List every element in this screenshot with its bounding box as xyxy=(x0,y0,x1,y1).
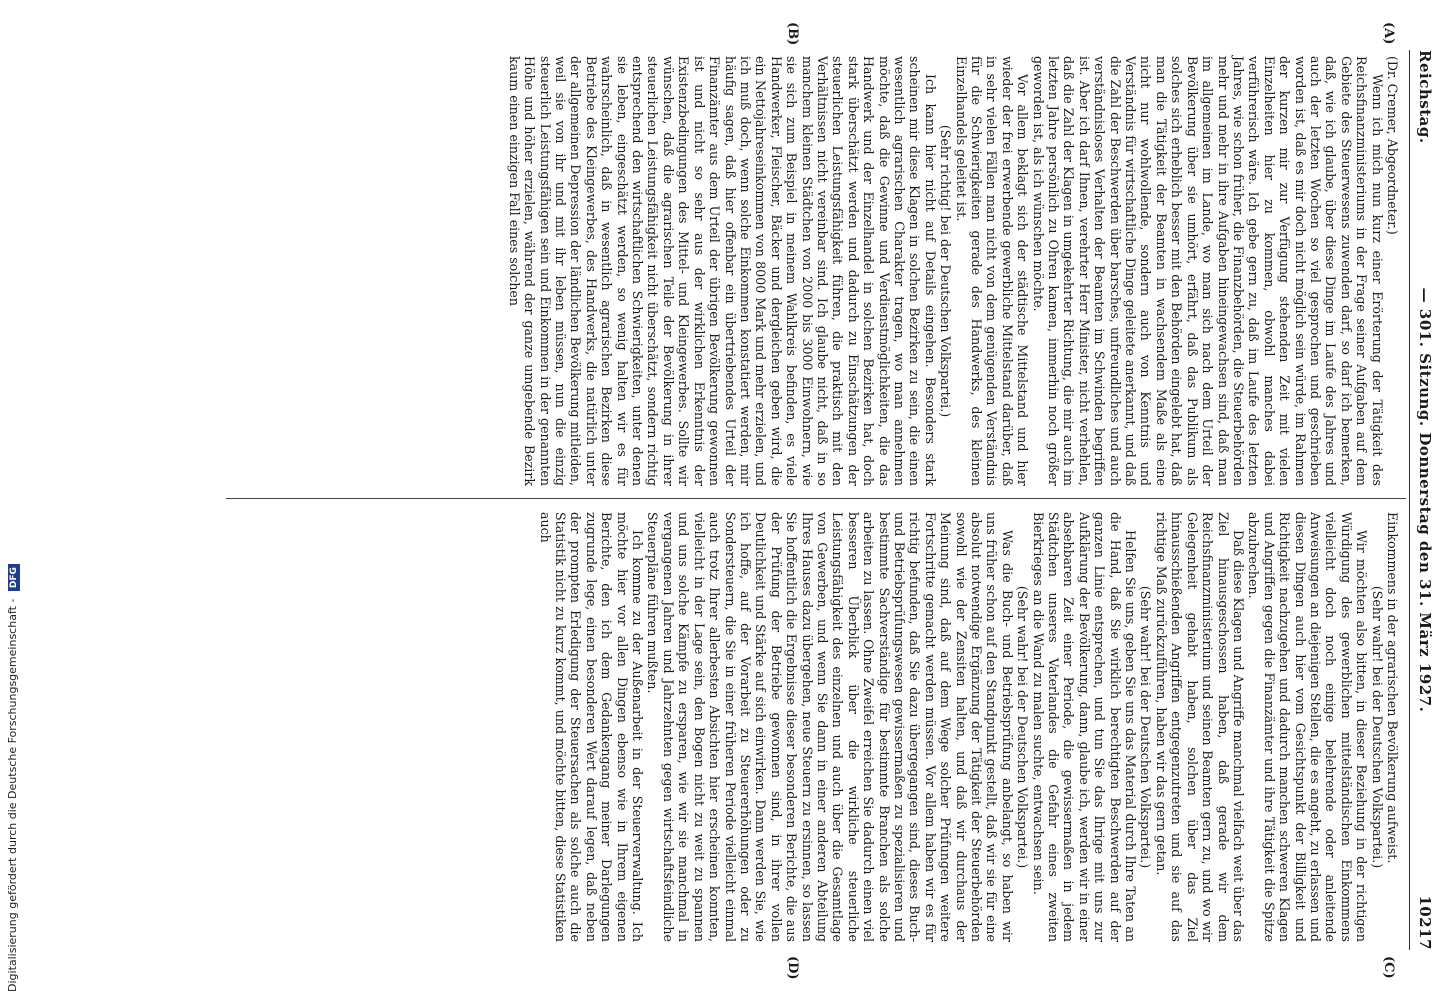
right-column-paragraph: Ich komme zu der Außenarbeit in der Steuerverwaltung. Ich möchte hier vor allen Dingen ebenso wie in Ihrem eigenen Berichte, den ich dem Gedankengang meiner Darlegungen zugrunde lege, einen besonderen Wert darauf legen, daß neben der prompten Erledigung der Steuersachen als solche auch die Statistik nicht zu kurz kommt, und möchte bitten, diese Statistiken auch xyxy=(537,512,646,942)
column-divider xyxy=(226,498,1406,499)
dfg-logo: DFG xyxy=(8,564,20,591)
footer-credit xyxy=(6,564,20,992)
right-column-paragraph: Helfen Sie uns, geben Sie uns das Material durch Ihre Taten an die Hand, daß Sie wirklich berechtigten Beschwerden auf der ganzen Linie entsprechen, und tun Sie das Ihrige mit uns zur Aufklärung der Bevölkerung, dann, glaube ich, werden wir in einer absehbaren Zeit einer Periode, die gewissermaßen in jedem Städtchen unseres Vaterlandes die Gefahr eines zweiten Bierkrieges an die Wand zu malen suchte, entwachsen sein. xyxy=(1030,512,1139,942)
right-column-paragraph: (Sehr wahr! bei der Deutschen Volkspartei.) xyxy=(1369,585,1385,869)
right-column-paragraph: Was die Buch- und Betriebsprüfung anbelangt, so haben wir uns früher schon auf den Standpunkt gestellt, daß wir sie für eine absolut notwendige Ergänzung der Tätigkeit der Steuerbehörden sowohl wie der Zensiten halten, und daß wir durchaus der Meinung sind, daß auf dem Wege solcher Prüfungen weitere Fortschritte gemacht werden müssen. Vor allem haben wir es für richtig befunden, daß Sie dazu übergegangen sind, dieses Buch- und Betriebsprüfungswesen gewissermaßen zu spezialisieren und bestimmte Sachverständige für bestimmte Branchen als solche arbeiten zu lassen. Ohne Zweifel erreichen Sie dadurch einen viel besseren Überblick über die wirkliche steuerliche Leistungsfähigkeit des einzelnen und auch über die Gesamtlage von Gewerben, und wenn Sie dann in einer anderen Abteilung Ihres Hauses dazu übergehen, neue Steuern zu ersinnen, so lassen Sie hoffentlich die Ergebnisse dieser besonderen Berichte, die aus der Prüfung der Betriebe gewonnen sind, in ihrer vollen Deutlichkeit und Stärke auf sich einwirken. Dann werden Sie, wie ich hoffe, auf der Vorarbeit zu Steuererhöhungen oder zu Sondersteuern, die Sie in einer früheren Periode vielleicht einmal auch trotz Ihrer allerbesten Absichten hier erscheinen konnten, vielleicht in der Lage sein, den Bogen nicht zu weit zu spannen und uns solche Kämpfe zu ersparen, wie wir sie manchmal in vergangenen Jahren und Jahrzehnten gegen wirtschaftsfeindliche Steuerpläne führen mußten. xyxy=(645,512,1015,942)
left-column-paragraph: Ich kann hier nicht auf Details eingehen. Besonders stark scheinen mir diese Klagen in solchen Bezirken zu sein, die einen wesentlich agrarischen Charakter tragen, wo man annehmen möchte, daß die Gewinne und Verdienstmöglichkeiten, die das Handwerk und der Einzelhandel in solchen Bezirken hat, doch stark überschätzt werden und dadurch zu Einschätzungen der steuerlichen Leistungsfähigkeit führen, die praktisch mit den Verhältnissen nicht vereinbar sind. Ich glaube nicht, daß in so manchem kleinen Städtchen von 2000 bis 3000 Einwohnern, wie sie sich zum Beispiel in meinem Wahlkreis befinden, es viele Handwerker, Fleischer, Bäcker und dergleichen geben wird, die ein Nettojahreseinkommen von 8000 Mark und mehr erzielen, und ich muß doch, wenn solche Einkommen konstatiert werden, mir häufig sagen, daß hier offenbar ein übertriebendes Urteil der Finanzämter aus dem Urteil der übrigen Bevölkerung gewonnen ist und nicht so sehr aus der wirklichen Erkenntnis der Existenzbedingungen des Mittel- und Kleingewerbes. Sollte wir wünschen, daß die agrarischen Teile der Bevölkerung in ihrer steuerlichen Leistungsfähigkeit nicht überschätzt, sondern richtig entsprechend den wirtschaftlichen Schwierigkeiten, unter denen sie leben, eingeschätzt werden, so wenig halten wir es für wahrscheinlich, daß in wesentlich agrarischen Bezirken diese Betriebe des Kleingewerbes, des Handwerks, die natürlich unter der allgemeinen Depression der ländlichen Bevölkerung mitleiden, weil sie von ihr und mit ihr leben müssen, nun die einzig steuerlich Leistungsfähigen sein und Einkommen in der genannten Höhe und höher erzielen, während der ganze umgebende Bezirk kaum einen einzigen Fall eines solchen xyxy=(506,56,938,486)
footer-credit-text: Digitalisierung gefördert durch die Deutsche Forschungsgemeinschaft - xyxy=(6,598,19,992)
margin-mark-a: (A) xyxy=(1381,22,1396,45)
page-number: 10217 xyxy=(1416,895,1434,950)
header-center: — 301. Sitzung. Donnerstag den 31. März 1927. xyxy=(1416,287,1434,713)
header-left: Reichstag. xyxy=(1416,50,1434,144)
margin-mark-c: (C) xyxy=(1381,956,1396,979)
left-column-paragraph: (Sehr richtig! bei der Deutschen Volkspartei.) xyxy=(938,124,954,418)
right-text-column xyxy=(537,512,1400,942)
margin-mark-d: (D) xyxy=(785,956,800,980)
header-rule xyxy=(1409,50,1410,950)
left-text-column xyxy=(506,56,1400,486)
left-column-paragraph: (Dr. Cremer, Abgeordneter.) xyxy=(1385,56,1400,235)
left-column-paragraph: Vor allem beklagt sich der städtische Mittelstand und hier wieder der frei erwerbende gewerbliche Mittelstand darüber, daß in sehr vielen Fällen man nicht von dem genügenden Verständnis für die Schwierigkeiten gerade des Handwerks, des kleinen Einzelhandels geleitet ist. xyxy=(953,56,1031,486)
page-header xyxy=(1410,50,1434,950)
left-column-paragraph: Wenn ich mich nun kurz einer Erörterung der Tätigkeit des Reichsfinanzministeriums in der Frage seiner Aufgaben auf dem Gebiete des Steuerwesens zuwenden darf, so darf ich bemerken, daß, wie ich glaube, über diese Dinge im Laufe des Jahres und auch der letzten Wochen so viel gesprochen und geschrieben worden ist, daß es mir doch nicht möglich sein würde, im Rahmen der kurzen mir zur Verfügung stehenden Zeit mit vielen Einzelheiten hier zu kommen, obwohl manches dabei verführerisch wäre. Ich gebe gern zu, daß im Laufe des letzten Jahres, wie schon früher, die Finanzbehörden, die Steuerbehörden mehr und mehr in ihre Aufgaben hineingewachsen sind, daß man im allgemeinen im Lande, wo man sich nach dem Urteil der Bevölkerung über sie umhört, erfährt, daß das Publikum als solches sich erheblich besser mit den Behörden eingelebt hat, daß man die Tätigkeit der Beamten in wachsendem Maße als eine nicht nur wohlwollende, sondern auch von Kenntnis und Verständnis für wirtschaftliche Dinge geleitete anerkannt, und daß die Zahl der Beschwerden über barsches, unfreundliches und auch verständnisloses Verhalten der Beamten im Schwinden begriffen ist. Aber ich darf Ihnen, verehrter Herr Minister, nicht verhehlen, daß die Zahl der Klagen in umgekehrter Richtung, die mir auch im letzten Jahre persönlich zu Ohren kamen, immerhin noch größer geworden ist, als ich wünschen möchte. xyxy=(1030,56,1385,486)
right-column-paragraph: Wir möchten also bitten, in dieser Beziehung in der richtigen Würdigung des gewerblichen mittelständischen Einkommens vielleicht doch noch einige belehrende oder anleitende Anweisungen an diejenigen Stellen, die es angeht, zu erlassen und diesen Dingen auch hier vom Gesichtspunkt der Billigkeit und Richtigkeit nachzugehen und dadurch manchen schweren Klagen und Angriffen gegen die Finanzämter und ihre Tätigkeit die Spitze abzubrechen. xyxy=(1246,512,1370,942)
right-column-paragraph: Einkommens in der agrarischen Bevölkerung aufweist. xyxy=(1385,512,1400,864)
right-column-paragraph: (Sehr wahr! bei der Deutschen Volkspartei.) xyxy=(1138,585,1154,869)
right-column-paragraph: (Sehr wahr! bei der Deutschen Volkspartei.) xyxy=(1015,585,1031,869)
margin-mark-b: (B) xyxy=(785,22,800,46)
right-column-paragraph: Daß diese Klagen und Angriffe manchmal vielfach weit über das Ziel hinausgeschossen haben, daß gerade wir dem Reichsfinanzministerium und seinen Beamten gern zu, und wo wir Gelegenheit gehabt haben, solchen über das Ziel hinausschießenden Angriffen entgegenzutreten und sie auf das richtige Maß zurückzuführen, haben wir das gern getan. xyxy=(1153,512,1246,942)
rotated-page-content xyxy=(200,22,1434,980)
digitization-footer xyxy=(4,0,26,1000)
